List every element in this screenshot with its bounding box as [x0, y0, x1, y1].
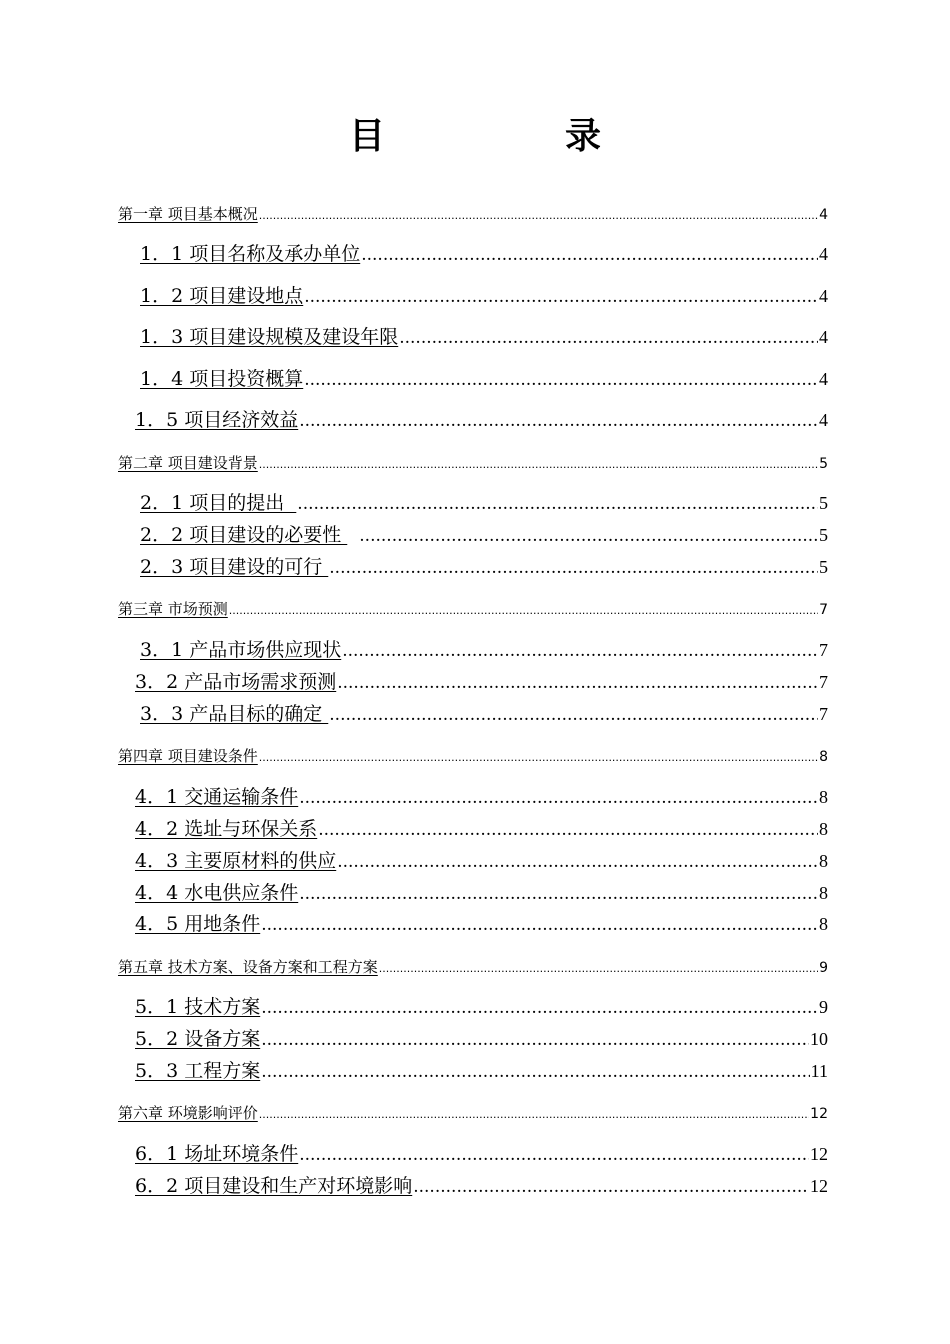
toc-entry-label: 4．5 用地条件 — [135, 913, 261, 935]
toc-entry-label: 2．1 项目的提出 — [140, 492, 297, 514]
toc-entry-label: 1．4 项目投资概算 — [140, 368, 304, 390]
toc-dot-leader — [297, 492, 818, 516]
toc-dot-leader — [329, 703, 818, 727]
toc-entry-label: 1．3 项目建设规模及建设年限 — [140, 326, 399, 348]
toc-entry-label: 5．1 技术方案 — [135, 996, 261, 1018]
toc-page-number: 7 — [819, 640, 828, 660]
toc-entry-label: 1．2 项目建设地点 — [140, 285, 304, 307]
toc-dot-leader — [342, 639, 818, 663]
toc-dot-leader — [261, 913, 818, 937]
toc-page-number: 4 — [819, 244, 828, 264]
toc-entry-label: 5．2 设备方案 — [135, 1028, 261, 1050]
toc-entry-label: 第四章 项目建设条件 — [118, 747, 258, 765]
toc-page-number: 7 — [819, 672, 828, 692]
toc-page-number: 4 — [819, 410, 828, 430]
toc-page-number: 12 — [810, 1176, 828, 1196]
toc-section-4-1[interactable] — [135, 785, 828, 810]
toc-dot-leader — [361, 243, 818, 267]
toc-section-5-3[interactable] — [135, 1059, 828, 1084]
toc-page-number: 5 — [819, 557, 828, 577]
toc-page-number: 8 — [819, 819, 828, 839]
toc-entry-label: 6．1 场址环境条件 — [135, 1143, 299, 1165]
toc-dot-leader — [299, 1143, 809, 1167]
toc-dot-leader — [318, 818, 818, 842]
toc-chapter-4[interactable] — [118, 746, 828, 768]
toc-page-number: 8 — [819, 851, 828, 871]
toc-page-number: 4 — [819, 369, 828, 389]
toc-entry-label: 1．1 项目名称及承办单位 — [140, 243, 361, 265]
toc-entry-label: 第一章 项目基本概况 — [118, 205, 258, 223]
toc-entry-label: 3．1 产品市场供应现状 — [140, 639, 342, 661]
toc-page-number: 8 — [819, 787, 828, 807]
toc-chapter-5[interactable] — [118, 957, 828, 979]
toc-page-number: 4 — [819, 327, 828, 347]
toc-entry-label: 6．2 项目建设和生产对环境影响 — [135, 1175, 413, 1197]
toc-section-4-2[interactable] — [135, 817, 828, 842]
toc-entry-label: 第六章 环境影响评价 — [118, 1104, 258, 1122]
page-title: 目 录 — [348, 116, 673, 157]
toc-section-2-1[interactable] — [140, 491, 828, 516]
toc-section-5-2[interactable] — [135, 1027, 828, 1052]
toc-page-number: 5 — [819, 456, 828, 472]
toc-dot-leader — [304, 368, 818, 392]
toc-page-number: 8 — [819, 883, 828, 903]
toc-entry-label: 4．3 主要原材料的供应 — [135, 850, 337, 872]
toc-entry-label: 5．3 工程方案 — [135, 1060, 261, 1082]
toc-section-4-5[interactable] — [135, 912, 828, 937]
toc-dot-leader — [329, 556, 818, 580]
toc-dot-leader — [229, 601, 818, 621]
toc-dot-leader — [299, 409, 818, 433]
toc-dot-leader — [304, 285, 818, 309]
toc-section-6-1[interactable] — [135, 1142, 828, 1167]
toc-page-number: 7 — [819, 602, 828, 618]
toc-dot-leader — [337, 850, 818, 874]
toc-entry-label: 3．2 产品市场需求预测 — [135, 671, 337, 693]
toc-page-number: 9 — [819, 997, 828, 1017]
toc-entry-label: 4．4 水电供应条件 — [135, 882, 299, 904]
toc-dot-leader — [299, 786, 818, 810]
toc-dot-leader — [399, 326, 818, 350]
toc-page-number: 4 — [819, 286, 828, 306]
toc-page-number: 8 — [819, 914, 828, 934]
toc-page-number: 9 — [819, 960, 828, 976]
toc-section-1-4[interactable] — [140, 367, 828, 392]
toc-page-number: 8 — [819, 749, 828, 765]
toc-section-1-3[interactable] — [140, 325, 828, 350]
toc-chapter-2[interactable] — [118, 453, 828, 475]
toc-page-number: 10 — [810, 1029, 828, 1049]
toc-dot-leader — [337, 671, 818, 695]
toc-dot-leader — [259, 748, 818, 768]
toc-section-5-1[interactable] — [135, 995, 828, 1020]
toc-section-1-1[interactable] — [140, 242, 828, 267]
toc-entry-label: 3．3 产品目标的确定 — [140, 703, 329, 725]
toc-chapter-3[interactable] — [118, 599, 828, 621]
toc-dot-leader — [413, 1175, 809, 1199]
toc-entry-label: 2．2 项目建设的必要性 — [140, 524, 348, 546]
toc-page-number: 7 — [819, 704, 828, 724]
toc-entry-label: 第二章 项目建设背景 — [118, 454, 258, 472]
toc-dot-leader — [261, 996, 818, 1020]
toc-dot-leader — [259, 1105, 809, 1125]
toc-section-4-4[interactable] — [135, 881, 828, 906]
toc-section-6-2[interactable] — [135, 1174, 828, 1199]
toc-dot-leader — [359, 524, 818, 548]
toc-section-2-3[interactable] — [140, 555, 828, 580]
toc-dot-leader — [261, 1060, 809, 1084]
toc-entry-label: 4．1 交通运输条件 — [135, 786, 299, 808]
toc-entry-label: 4．2 选址与环保关系 — [135, 818, 318, 840]
toc-section-3-1[interactable] — [140, 638, 828, 663]
toc-section-3-2[interactable] — [135, 670, 828, 695]
toc-chapter-6[interactable] — [118, 1103, 828, 1125]
toc-entry-label: 第三章 市场预测 — [118, 600, 228, 618]
toc-entry-label: 2．3 项目建设的可行 — [140, 556, 329, 578]
toc-dot-leader — [299, 882, 818, 906]
toc-page-number: 5 — [819, 525, 828, 545]
toc-section-1-2[interactable] — [140, 284, 828, 309]
toc-section-4-3[interactable] — [135, 849, 828, 874]
toc-dot-leader — [379, 959, 818, 979]
toc-section-3-3[interactable] — [140, 702, 828, 727]
toc-section-1-5[interactable] — [135, 408, 828, 433]
toc-section-2-2[interactable] — [140, 523, 828, 548]
toc-page-number: 4 — [819, 207, 828, 223]
toc-dot-leader — [259, 206, 818, 226]
toc-dot-leader — [261, 1028, 809, 1052]
toc-chapter-1[interactable] — [118, 204, 828, 226]
toc-page-number: 5 — [819, 493, 828, 513]
toc-entry-label: 1．5 项目经济效益 — [135, 409, 299, 431]
toc-page-number: 12 — [810, 1106, 828, 1122]
toc-page-number: 12 — [810, 1144, 828, 1164]
toc-dot-leader — [259, 455, 818, 475]
toc-entry-label: 第五章 技术方案、设备方案和工程方案 — [118, 958, 378, 976]
toc-page-number: 11 — [810, 1061, 828, 1081]
